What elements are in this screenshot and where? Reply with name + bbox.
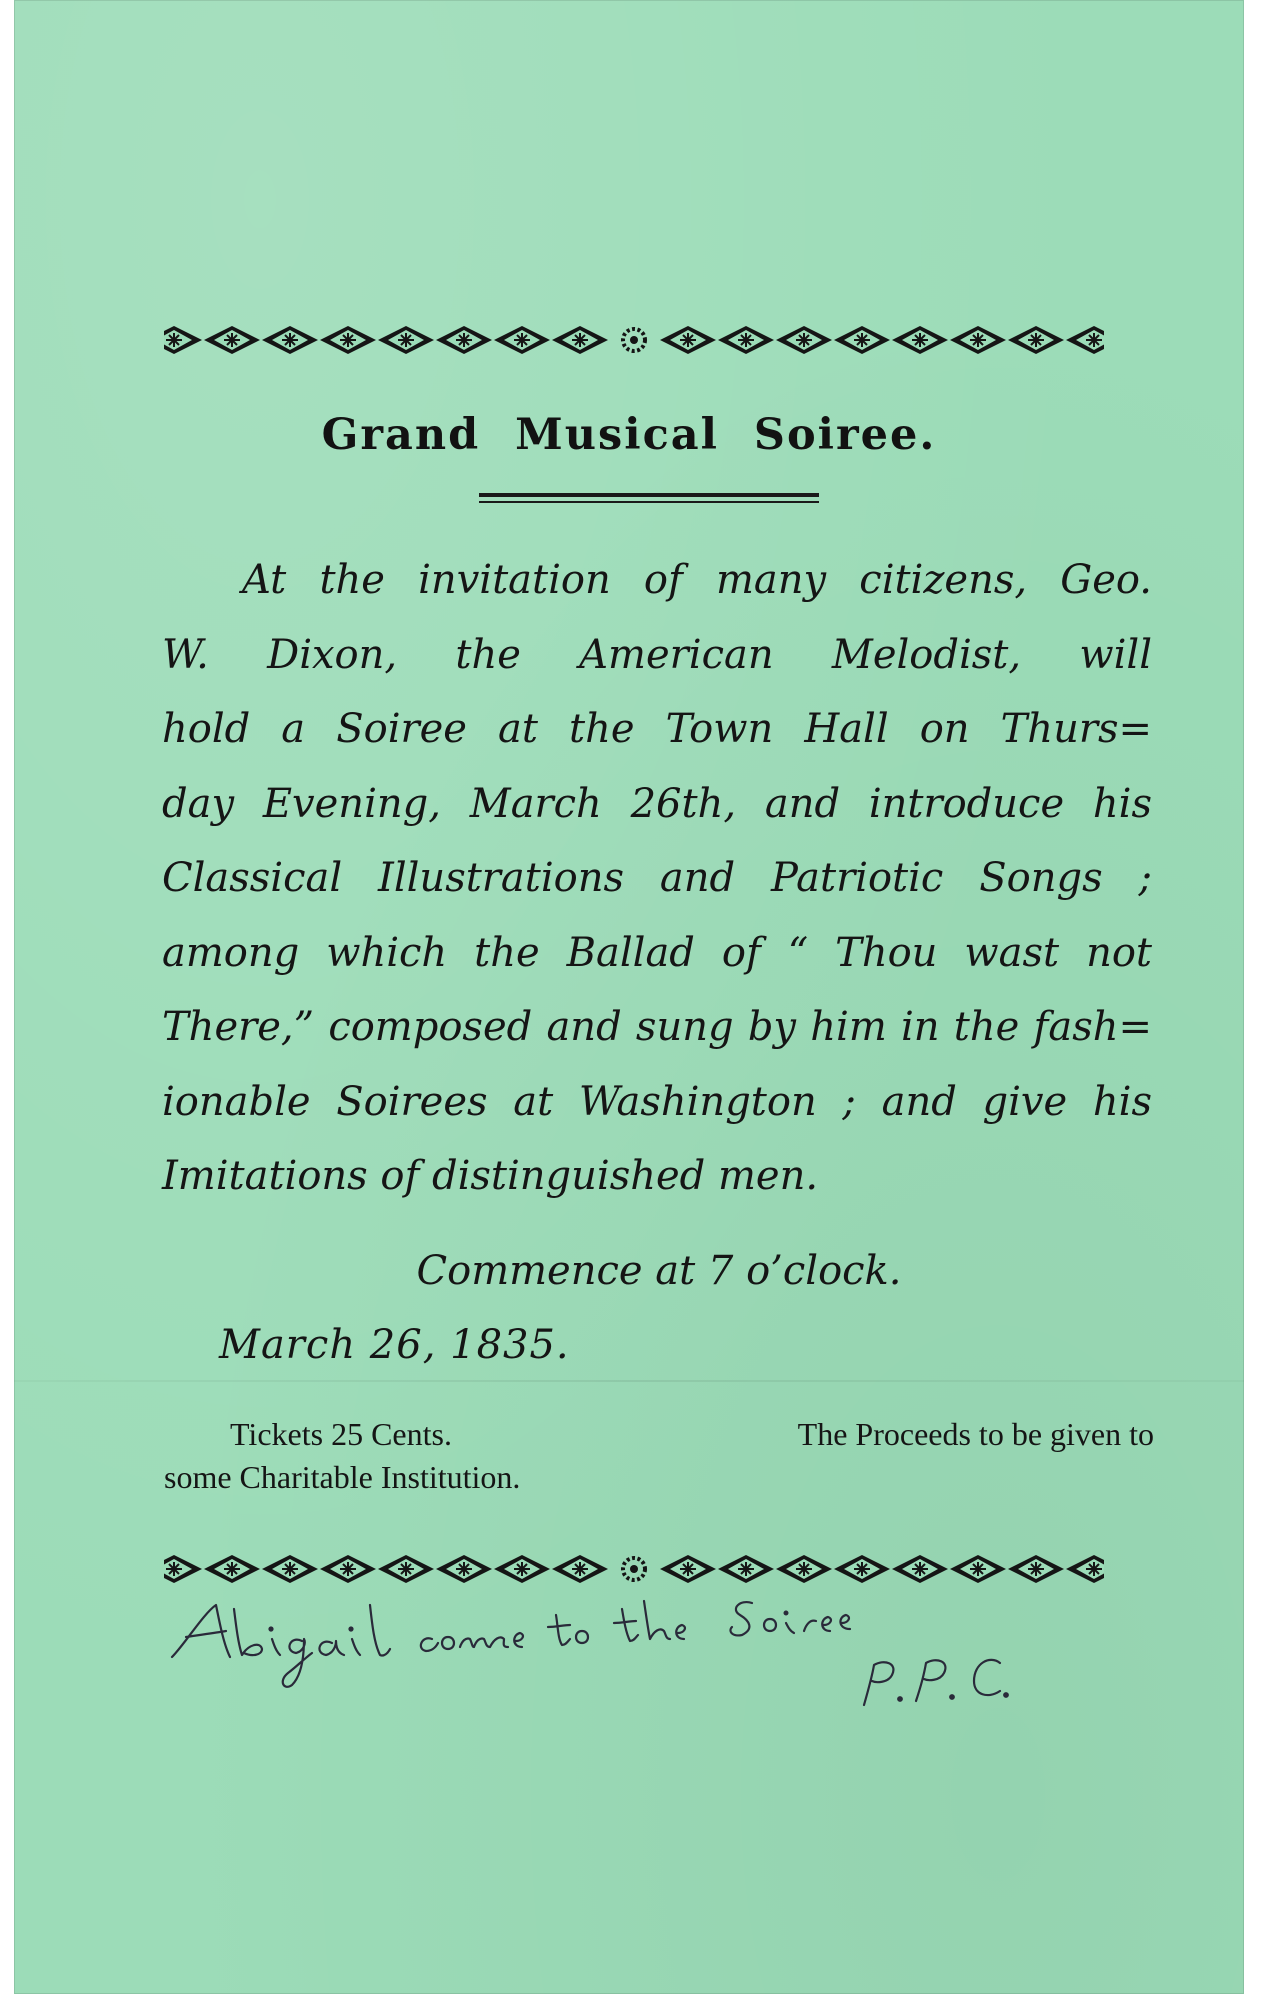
ticket-price: Tickets 25 Cents. [230,1416,452,1452]
body-line: There,” composed and sung by him in the fash= [162,1004,1152,1050]
broadside-sheet [14,0,1244,1994]
document-title: Grand Musical Soiree. [321,410,937,460]
body-line: among which the Ballad of “ Thou wast not [162,929,1152,976]
body-line: W. Dixon, the American Melodist, will [162,631,1152,678]
body-line: ionable Soirees at Washington ; and give his [162,1078,1152,1125]
paper-fold-crease [14,1380,1244,1382]
ornamental-border-top [164,324,1104,356]
body-line: hold a Soiree at the Town Hall on Thurs= [162,706,1152,752]
proceeds-note: The Proceeds to be given to [797,1416,1154,1452]
body-line: At the invitation of many citizens, Geo. [242,557,1152,603]
proceeds-note-continued: some Charitable Institution. [164,1459,521,1495]
announcement-body [162,543,1152,1214]
handwritten-inscription [164,1595,1064,1715]
title-double-rule [479,493,819,505]
ticket-info [164,1413,1154,1499]
body-line: Imitations of distinguished men. [162,1153,819,1199]
ornamental-border-bottom [164,1553,1104,1585]
start-time: Commence at 7 o’clock. [416,1248,902,1294]
handwritten-note-drawing [164,1595,1064,1715]
body-line: day Evening, March 26th, and introduce his [162,780,1152,827]
event-date: March 26, 1835. [219,1322,570,1368]
body-line: Classical Illustrations and Patriotic Songs ; [162,855,1152,901]
